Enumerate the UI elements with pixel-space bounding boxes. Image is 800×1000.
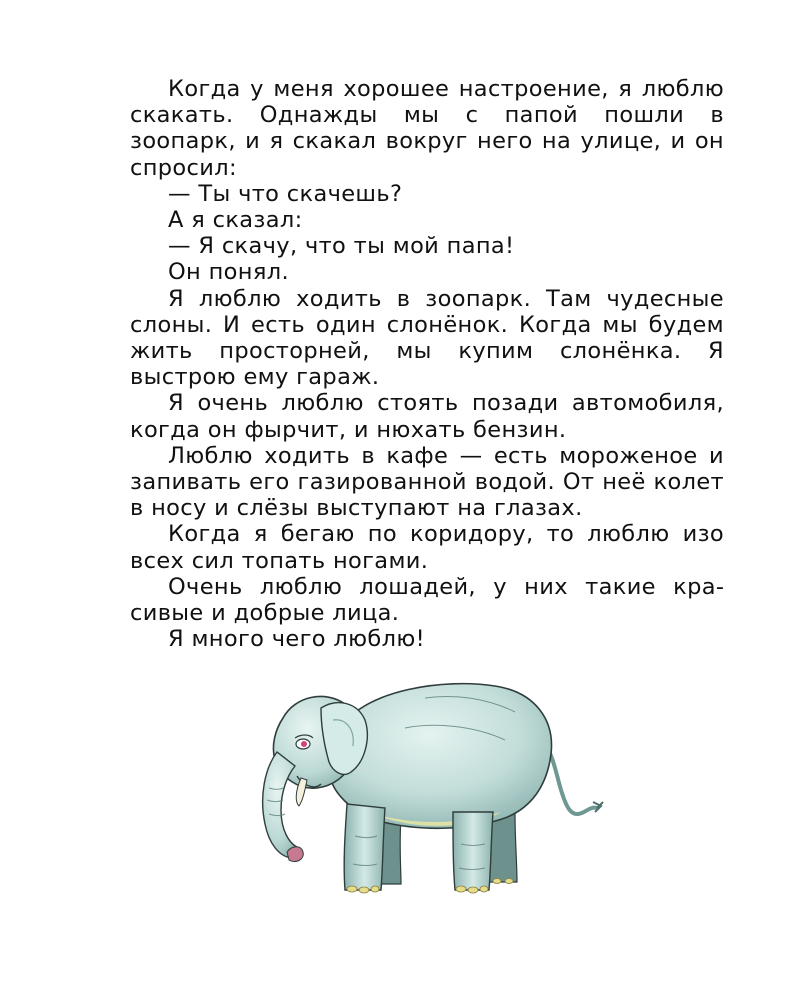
paragraph: Люблю ходить в кафе — есть мороженое и запивать его газированной водой. От неё колет в носу и слёзы выступают на глазах. [130, 442, 724, 522]
paragraph: Я очень люблю стоять позади автомобиля, когда он фырчит, и нюхать бензин. [130, 390, 724, 443]
paragraph: Я люблю ходить в зоопарк. Там чудесные слоны. И есть один слонёнок. Когда мы будем жить просторней, мы купим слонёнка. Я выстрою ему гараж. [130, 285, 724, 391]
paragraph: Когда у меня хорошее настроение, я люблю скакать. Однажды мы с папой пошли в зоопарк, и я скакал вокруг него на улице, и он спросил: [130, 76, 724, 181]
paragraph: Очень люблю лошадей, у них такие красивые и добрые лица. [130, 573, 724, 627]
story-text [130, 76, 724, 652]
paragraph: — Ты что скачешь? [168, 180, 403, 207]
paragraph: Он понял. [168, 259, 289, 286]
back-leg-near [344, 804, 385, 890]
elephant-illustration [225, 668, 615, 908]
front-leg-near [453, 812, 493, 890]
paragraph: — Я скачу, что ты мой папа! [168, 233, 515, 260]
elephant-icon [225, 668, 615, 908]
paragraph: Когда я бегаю по коридору, то люблю изо всех сил топать ногами. [130, 521, 724, 574]
trunk [263, 752, 300, 858]
paragraph: А я сказал: [168, 207, 303, 234]
paragraph: Я много чего люблю! [168, 626, 426, 653]
trunk-tip [287, 847, 303, 862]
